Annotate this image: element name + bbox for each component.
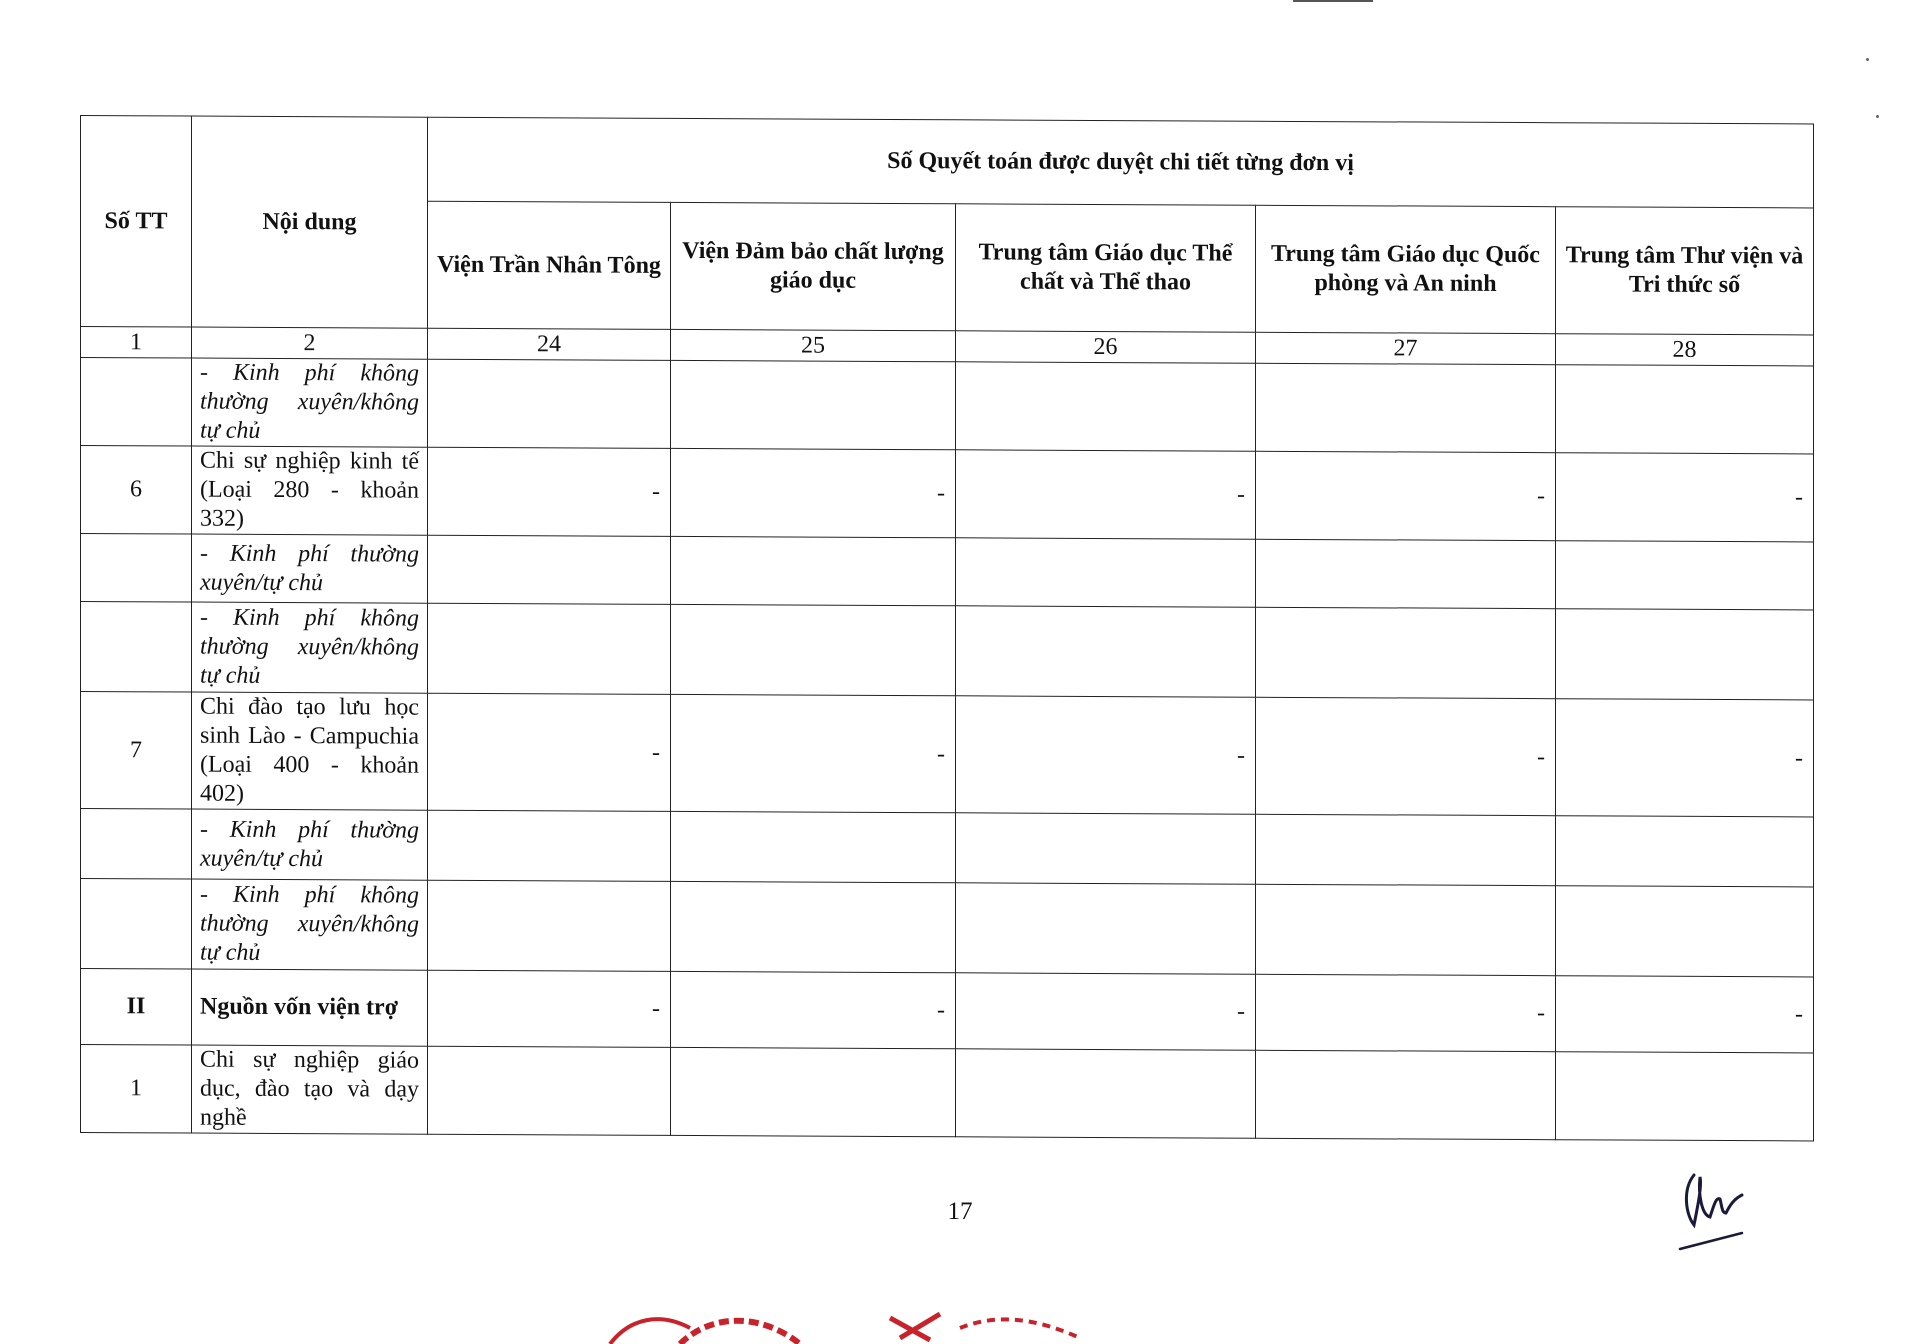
value-cell: -	[671, 971, 956, 1048]
value-cell	[1556, 816, 1814, 887]
scan-mark	[1293, 0, 1373, 2]
value-cell	[428, 810, 671, 881]
value-cell: -	[671, 694, 956, 812]
value-cell	[956, 538, 1256, 607]
value-cell: -	[1556, 976, 1814, 1053]
value-cell	[671, 1047, 956, 1136]
value-cell	[428, 603, 671, 694]
value-cell	[1556, 365, 1814, 454]
value-cell	[956, 883, 1256, 974]
header-unit: Trung tâm Giáo dục Thể chất và Thể thao	[956, 204, 1256, 332]
table-row	[81, 534, 1814, 610]
value-cell: -	[956, 973, 1256, 1050]
value-cell	[956, 1049, 1256, 1138]
header-unit: Viện Trần Nhân Tông	[428, 201, 671, 329]
table-row	[81, 358, 1814, 454]
value-cell	[1256, 363, 1556, 452]
stt-cell: II	[81, 969, 192, 1046]
content-cell: Chi đào tạo lưu học sinh Lào - Campuchia (Loại 400 - khoản 402)	[192, 692, 428, 810]
value-cell	[671, 811, 956, 882]
table-row	[81, 969, 1814, 1053]
stt-cell: 6	[81, 446, 192, 535]
value-cell: -	[1556, 699, 1814, 817]
value-cell: -	[428, 970, 671, 1047]
stt-cell	[81, 534, 192, 603]
header-unit: Trung tâm Giáo dục Quốc phòng và An ninh	[1256, 205, 1556, 333]
scan-dot	[1866, 58, 1869, 61]
value-cell: -	[428, 447, 671, 536]
stt-cell	[81, 358, 192, 447]
content-cell: - Kinh phí thường xuyên/tự chủ	[192, 534, 428, 603]
content-cell: Chi sự nghiệp kinh tế (Loại 280 - khoản 332)	[192, 446, 428, 535]
stt-cell: 1	[81, 1045, 192, 1134]
stt-cell	[81, 879, 192, 970]
table-row	[81, 446, 1814, 542]
value-cell	[1556, 609, 1814, 700]
value-cell	[1256, 539, 1556, 608]
stt-cell	[81, 602, 192, 693]
value-cell	[956, 606, 1256, 697]
index-cell: 1	[81, 327, 192, 359]
index-cell: 26	[956, 331, 1256, 363]
value-cell	[1256, 884, 1556, 975]
stt-cell: 7	[81, 692, 192, 810]
index-cell: 2	[192, 327, 428, 359]
value-cell	[1256, 1050, 1556, 1139]
table-row	[81, 692, 1814, 817]
index-cell: 27	[1256, 332, 1556, 364]
value-cell	[671, 536, 956, 605]
value-cell	[1256, 607, 1556, 698]
header-unit: Trung tâm Thư viện và Tri thức số	[1556, 207, 1814, 335]
value-cell	[671, 360, 956, 449]
value-cell	[428, 880, 671, 971]
red-stamp-icon	[600, 1308, 1120, 1344]
index-cell: 28	[1556, 334, 1814, 366]
header-group: Số Quyết toán được duyệt chi tiết từng đơn vị	[428, 117, 1814, 208]
content-cell: - Kinh phí thường xuyên/tự chủ	[192, 809, 428, 880]
value-cell	[1256, 814, 1556, 885]
table-row	[81, 809, 1814, 887]
value-cell	[1556, 541, 1814, 610]
value-cell	[956, 362, 1256, 451]
content-cell: Nguồn vốn viện trợ	[192, 969, 428, 1046]
value-cell	[1556, 886, 1814, 977]
value-cell: -	[1256, 697, 1556, 815]
value-cell: -	[956, 696, 1256, 814]
value-cell	[1556, 1052, 1814, 1141]
value-cell	[671, 604, 956, 695]
scan-dot	[1876, 115, 1879, 118]
value-cell: -	[671, 448, 956, 537]
value-cell	[956, 813, 1256, 884]
value-cell: -	[1256, 451, 1556, 540]
content-cell: - Kinh phí không thường xuyên/không tự chủ	[192, 879, 428, 970]
value-cell	[428, 359, 671, 448]
table-row	[81, 602, 1814, 700]
value-cell	[428, 1046, 671, 1135]
settlement-table	[80, 115, 1814, 1141]
table-row	[81, 879, 1814, 977]
value-cell: -	[956, 450, 1256, 539]
value-cell: -	[1556, 453, 1814, 542]
stt-cell	[81, 809, 192, 880]
content-cell: - Kinh phí không thường xuyên/không tự chủ	[192, 358, 428, 447]
content-cell: - Kinh phí không thường xuyên/không tự chủ	[192, 602, 428, 693]
header-stt: Số TT	[81, 116, 192, 328]
index-cell: 24	[428, 328, 671, 360]
header-unit: Viện Đảm bảo chất lượng giáo dục	[671, 202, 956, 330]
signature-icon	[1672, 1155, 1772, 1255]
header-noidung: Nội dung	[192, 116, 428, 328]
index-cell: 25	[671, 329, 956, 361]
value-cell	[428, 535, 671, 604]
table-row	[81, 1045, 1814, 1141]
value-cell	[671, 881, 956, 972]
value-cell: -	[1256, 974, 1556, 1051]
content-cell: Chi sự nghiệp giáo dục, đào tạo và dạy nghề	[192, 1045, 428, 1134]
page-number: 17	[947, 1198, 973, 1225]
value-cell: -	[428, 693, 671, 811]
